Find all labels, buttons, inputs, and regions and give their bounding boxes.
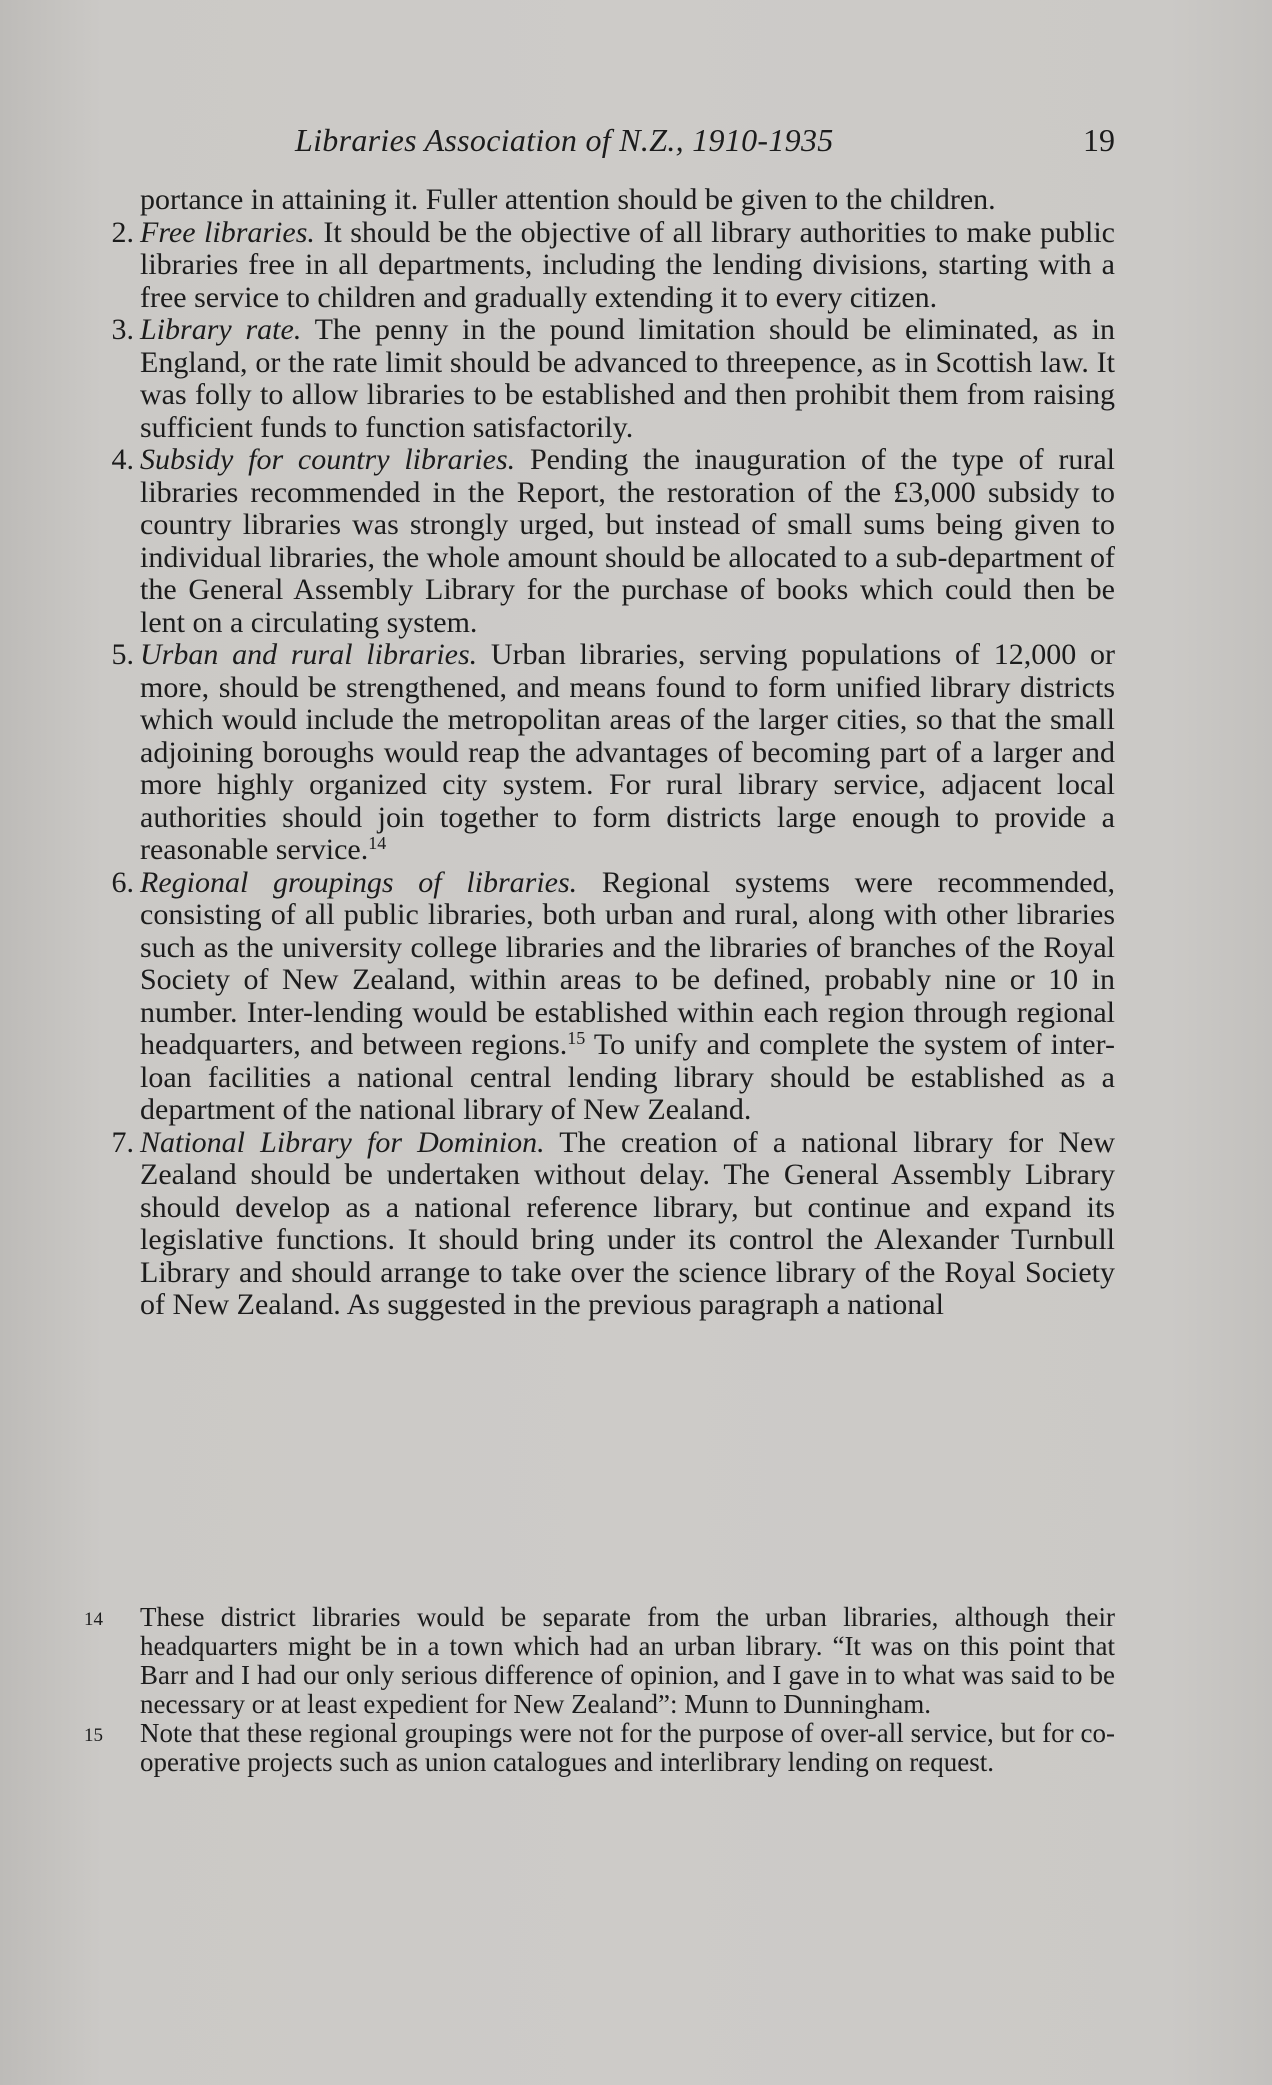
item-number: 3. bbox=[111, 313, 134, 346]
list-item-3 bbox=[111, 313, 1116, 444]
item-text: It should be the objective of all library authorities to make public libraries free in all departments, including the lending divisions, starting with a free service to children and gradually extending it to every citizen. bbox=[140, 215, 1115, 314]
item-text: The creation of a national library for New Zealand should be undertaken without delay. The General Assembly Library should develop as a national reference library, but continue and expand its legislative functions. It should bring under its control the Alexander Turnbull Library and should arrange to take over the science library of the Royal Society of New Zealand. As suggested in the previous paragraph a national bbox=[140, 1125, 1116, 1321]
item-text: Pending the inauguration of the type of rural libraries recommended in the Report, the restoration of the £3,000 subsidy to country libraries was strongly urged, but instead of small sums being given to individual libraries, the whole amount should be allocated to a sub-department of the General Assembly Library for the purchase of books which could then be lent on a circulating system. bbox=[140, 443, 1116, 639]
footnote-text: Note that these regional groupings were not for the purpose of over-all service, but for co-operative projects such as union catalogues and interlibrary lending on request. bbox=[140, 1718, 1115, 1777]
body-text bbox=[111, 183, 1116, 1322]
item-heading: Free libraries. bbox=[140, 215, 315, 249]
item-text: Regional systems were recommended, consisting of all public libraries, both urban and rural, along with other libraries such as the university college libraries and the libraries of branches of the Royal Society of New Zealand, within areas to be defined, probably nine or 10 in number. Inter-lending would be established within each region through regional headquarters, and between regions. bbox=[140, 865, 1116, 1061]
item-number: 2. bbox=[111, 215, 134, 249]
item-number: 7. bbox=[111, 1125, 134, 1159]
item-heading: Regional groupings of libraries. bbox=[140, 865, 578, 899]
list-item-6 bbox=[111, 865, 1116, 1127]
page-number: 19 bbox=[1083, 122, 1115, 158]
item-heading: Urban and rural libraries. bbox=[140, 638, 478, 671]
item-heading: Library rate. bbox=[140, 313, 302, 346]
item-text: The penny in the pound limitation should be eliminated, as in England, or the rate limit should be advanced to threepence, as in Scottish law. It was folly to allow libraries to be established and then prohibit them from raising sufficient funds to function satisfactorily. bbox=[140, 313, 1116, 444]
footnote-15 bbox=[84, 1718, 1115, 1777]
footnote-14 bbox=[84, 1602, 1115, 1719]
footnote-ref-14[interactable]: 14 bbox=[368, 833, 387, 853]
item-number: 6. bbox=[111, 865, 134, 899]
item-number: 4. bbox=[111, 443, 134, 476]
footnote-mark: 14 bbox=[84, 1609, 103, 1630]
list-item-7 bbox=[111, 1125, 1116, 1322]
list-item-5 bbox=[111, 638, 1115, 867]
item-heading: Subsidy for country libraries. bbox=[140, 443, 516, 476]
footnote-ref-15[interactable]: 15 bbox=[567, 1028, 586, 1048]
footnote-mark: 15 bbox=[84, 1725, 103, 1746]
footnotes bbox=[84, 1602, 1115, 1777]
list-item-4 bbox=[111, 443, 1116, 639]
running-title: Libraries Association of N.Z., 1910-1935 bbox=[295, 122, 834, 158]
continuation-paragraph: portance in attaining it. Fuller attention should be given to the children. bbox=[140, 183, 996, 216]
running-head bbox=[140, 122, 1115, 166]
item-number: 5. bbox=[111, 638, 134, 671]
item-text-continued: To unify and complete the system of inter-loan facilities a national central lending library should be established as a department of the national library of New Zealand. bbox=[140, 1028, 1115, 1126]
item-heading: National Library for Dominion. bbox=[140, 1125, 545, 1159]
footnote-text: These district libraries would be separate from the urban libraries, although their headquarters might be in a town which had an urban library. “It was on this point that Barr and I had our only serious difference of opinion, and I gave in to what was said to be necessary or at least expedient for New Zealand”: Munn to Dunningham. bbox=[140, 1602, 1115, 1719]
list-item-2 bbox=[111, 215, 1115, 315]
item-text: Urban libraries, serving populations of 12,000 or more, should be strengthened, and means found to form unified library districts which would include the metropolitan areas of the larger cities, so that the small adjoining boroughs would reap the advantages of becoming part of a larger and more highly organized city system. For rural library service, adjacent local authorities should join together to form districts large enough to provide a reasonable service. bbox=[140, 638, 1115, 866]
